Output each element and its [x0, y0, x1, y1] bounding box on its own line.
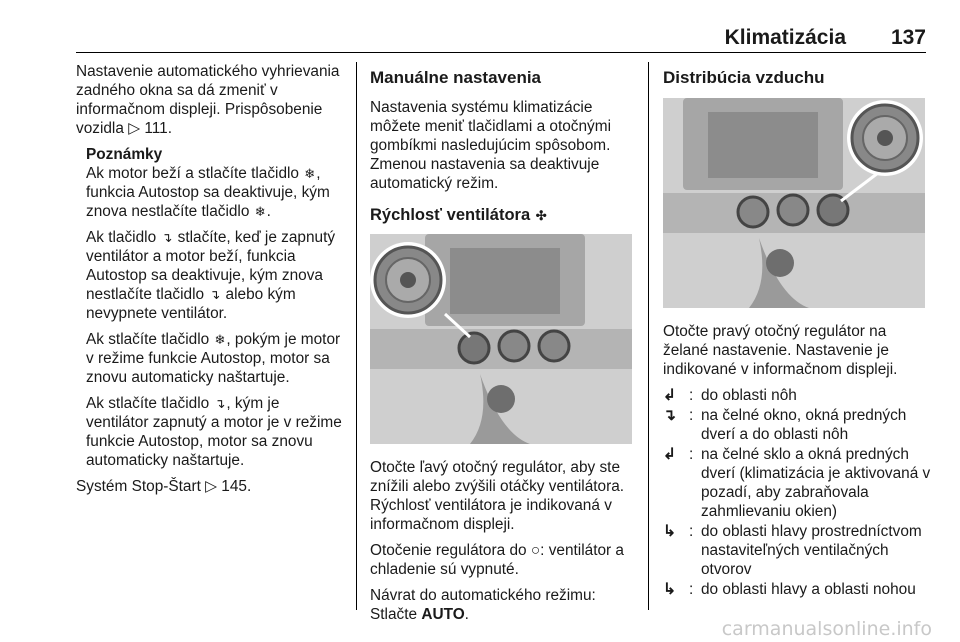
intro-paragraph: Nastavenie automatického vyhrievania zadného okna sa dá zmeniť v informačnom displeji. Prispôsobenie vozidla ▷ 111. — [76, 63, 340, 137]
note-paragraph: Ak tlačidlo ↴ stlačíte, keď je zapnutý ventilátor a motor beží, funkcia Autostop sa deaktivuje, kým znova nestlačíte tlačidlo ↴ alebo kým nevypnete ventilátor. — [86, 229, 336, 322]
dashboard-drawing — [663, 98, 925, 308]
page-reference[interactable]: 111. — [144, 120, 172, 137]
distribution-intro: Otočte pravý otočný regulátor na želané nastavenie. Nastavenie je indikované v informačnom displeji. — [663, 323, 898, 378]
ac-button-icon: ❄ — [214, 332, 226, 347]
footwell-icon: ↲ — [663, 387, 676, 404]
windshield-defrost-icon: ↴ — [161, 230, 173, 245]
column-divider — [356, 62, 357, 610]
stop-start-reference: Systém Stop-Štart ▷ 145. — [76, 478, 252, 495]
note-block — [76, 145, 346, 470]
column-middle — [370, 62, 635, 631]
windshield-defrost-icon: ↲ — [663, 446, 676, 463]
page-number: 137 — [890, 26, 926, 49]
page-title: Klimatizácia — [724, 26, 846, 49]
section-heading: Manuálne nastavenia — [370, 68, 542, 87]
page-reference[interactable]: 145. — [221, 478, 252, 495]
section-heading: Distribúcia vzduchu — [663, 68, 825, 87]
note-title: Poznámky — [86, 146, 163, 163]
column-left — [76, 62, 346, 503]
windshield-defrost-icon: ↴ — [214, 396, 226, 411]
section-intro: Nastavenia systému klimatizácie môžete meniť tlačidlami a otočnými gombíkmi nasledujúcim spôsobom. Zmenou nastavenia sa deaktivuje automatický režim. — [370, 99, 611, 192]
list-item: ↳ : do oblasti hlavy prostredníctvom nastaviteľných ventilačných otvorov — [663, 523, 922, 578]
reference-arrow-icon: ▷ — [205, 478, 218, 495]
note-paragraph: Ak stlačíte tlačidlo ↴, kým je ventilátor zapnutý a motor je v režime funkcie Autostop, motor sa znovu automaticky naštartuje. — [86, 395, 342, 469]
watermark: carmanualsonline.info — [721, 618, 932, 640]
windshield-footwell-icon: ↴ — [663, 407, 676, 424]
air-distribution-illustration — [663, 98, 925, 308]
dashboard-drawing — [370, 234, 632, 444]
ac-button-icon: ❄ — [304, 166, 316, 181]
head-footwell-icon: ↳ — [663, 581, 676, 598]
off-symbol: ○ — [530, 542, 541, 559]
list-item: ↲ : na čelné sklo a okná predných dverí (klimatizácia je aktivovaná v pozadí, aby zabraňovala zahmlievaniu okien) — [663, 446, 931, 520]
fan-icon: ✣ — [535, 208, 547, 223]
note-paragraph: Ak stlačíte tlačidlo ❄, pokým je motor v režime funkcie Autostop, motor sa znovu automaticky naštartuje. — [86, 331, 341, 386]
ac-button-icon: ❄ — [254, 204, 266, 219]
page-header — [76, 22, 926, 53]
auto-paragraph: Návrat do automatického režimu: Stlačte AUTO. — [370, 587, 596, 623]
reference-arrow-icon: ▷ — [128, 120, 141, 137]
subsection-heading: Rýchlosť ventilátora ✣ — [370, 206, 547, 224]
list-item: ↴ : na čelné okno, okná predných dverí a do oblasti nôh — [663, 407, 907, 443]
windshield-defrost-icon: ↴ — [209, 287, 221, 302]
column-divider — [648, 62, 649, 610]
auto-label: AUTO — [421, 606, 465, 623]
column-right — [663, 62, 931, 600]
fan-off-paragraph: Otočenie regulátora do ○: ventilátor a chladenie sú vypnuté. — [370, 542, 624, 578]
list-item: ↳ : do oblasti hlavy a oblasti nohou — [663, 581, 916, 598]
note-paragraph: Ak motor beží a stlačíte tlačidlo ❄, funkcia Autostop sa deaktivuje, kým znova nestlačíte tlačidlo ❄. — [86, 165, 330, 220]
head-vent-icon: ↳ — [663, 523, 676, 540]
distribution-list — [663, 386, 931, 600]
list-item: ↲ : do oblasti nôh — [663, 387, 797, 404]
fan-control-illustration — [370, 234, 632, 444]
fan-paragraph: Otočte ľavý otočný regulátor, aby ste znížili alebo zvýšili otáčky ventilátora. Rýchlosť ventilátora je indikovaná v informačnom displeji. — [370, 459, 625, 533]
